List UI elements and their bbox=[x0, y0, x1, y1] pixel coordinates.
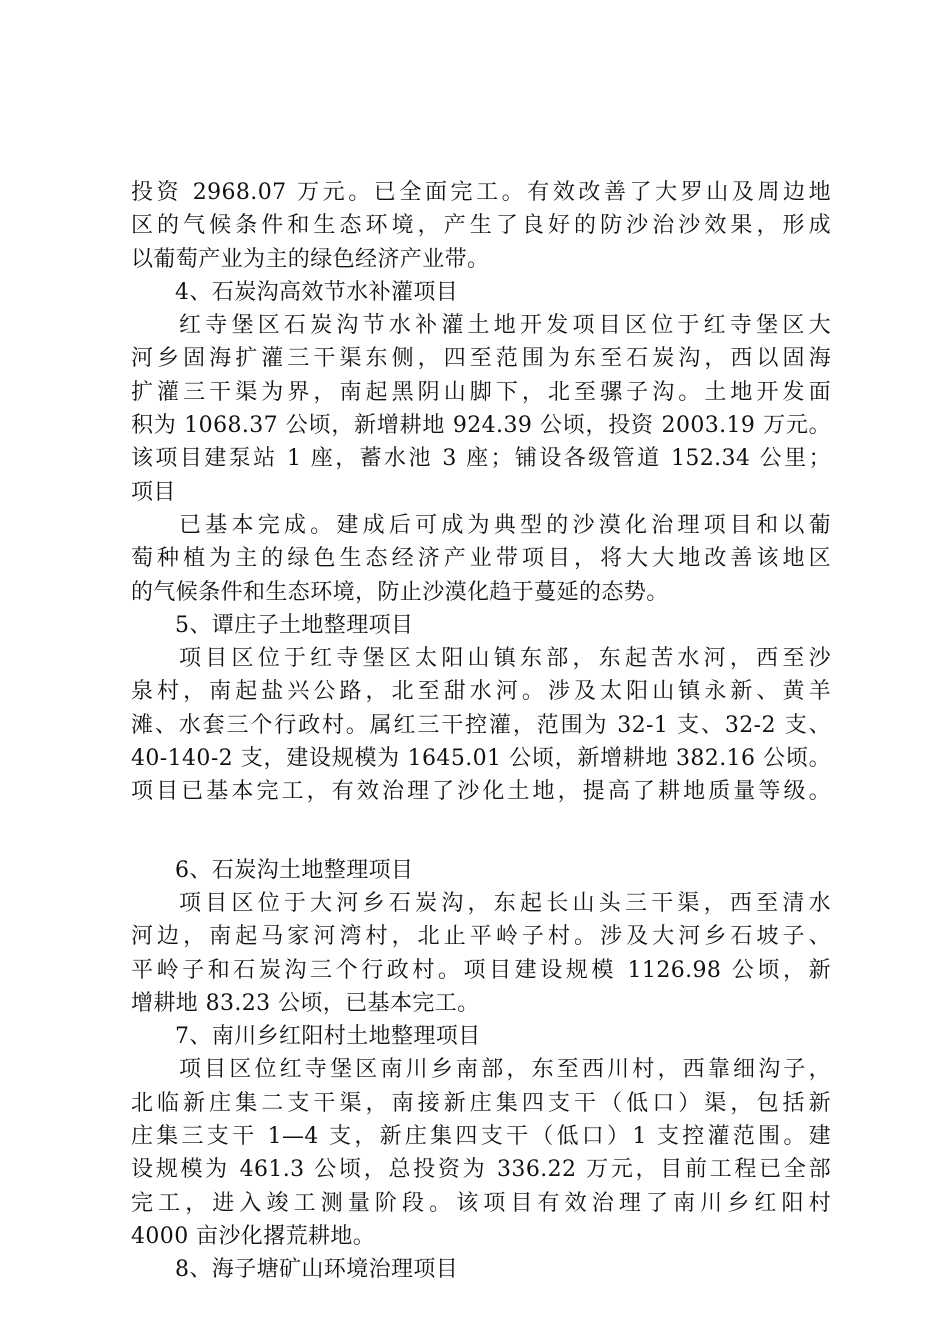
text-line: 泉村，南起盐兴公路，北至甜水河。涉及太阳山镇永新、黄羊 bbox=[131, 679, 831, 705]
text-line: 庄集三支干 1—4 支，新庄集四支干（低口）1 支控灌范围。建 bbox=[131, 1124, 831, 1150]
section-heading-6: 6、石炭沟土地整理项目 bbox=[175, 857, 414, 883]
text-line: 扩灌三干渠为界，南起黑阴山脚下，北至骡子沟。土地开发面 bbox=[131, 379, 831, 405]
text-line: 40-140-2 支，建设规模为 1645.01 公顷，新增耕地 382.16 公顷。 bbox=[131, 746, 831, 772]
text-line: 项目已基本完工，有效治理了沙化土地，提高了耕地质量等级。 bbox=[131, 779, 831, 805]
text-line: 河边，南起马家河湾村，北止平岭子村。涉及大河乡石坡子、 bbox=[131, 924, 831, 950]
text-line: 已基本完成。建成后可成为典型的沙漠化治理项目和以葡 bbox=[179, 512, 831, 538]
text-line: 萄种植为主的绿色生态经济产业带项目，将大大地改善该地区 bbox=[131, 546, 831, 572]
text-line: 投资 2968.07 万元。已全面完工。有效改善了大罗山及周边地 bbox=[131, 180, 831, 205]
text-line: 项目区位于红寺堡区太阳山镇东部，东起苦水河，西至沙 bbox=[179, 646, 831, 672]
document-page bbox=[131, 176, 831, 1287]
text-line: 河乡固海扩灌三干渠东侧，四至范围为东至石炭沟，西以固海 bbox=[131, 346, 831, 372]
paragraph-gap bbox=[131, 809, 831, 854]
text-line: 的气候条件和生态环境，防止沙漠化趋于蔓延的态势。 bbox=[131, 579, 669, 605]
section-heading-8: 8、海子塘矿山环境治理项目 bbox=[175, 1257, 459, 1283]
text-line: 项目区位于大河乡石炭沟，东起长山头三干渠，西至清水 bbox=[179, 890, 831, 916]
text-line: 以葡萄产业为主的绿色经济产业带。 bbox=[131, 246, 490, 272]
text-line: 完工，进入竣工测量阶段。该项目有效治理了南川乡红阳村 bbox=[131, 1190, 831, 1216]
text-line: 4000 亩沙化撂荒耕地。 bbox=[131, 1223, 376, 1249]
text-line: 增耕地 83.23 公顷，已基本完工。 bbox=[131, 990, 480, 1016]
text-line: 项目 bbox=[131, 479, 176, 505]
text-line: 区的气候条件和生态环境，产生了良好的防沙治沙效果，形成 bbox=[131, 213, 831, 239]
text-line: 设规模为 461.3 公顷，总投资为 336.22 万元，目前工程已全部 bbox=[131, 1157, 831, 1183]
text-line: 滩、水套三个行政村。属红三干控灌，范围为 32-1 支、32-2 支、 bbox=[131, 712, 831, 738]
text-line: 积为 1068.37 公顷，新增耕地 924.39 公顷，投资 2003.19 万元。 bbox=[131, 413, 831, 439]
text-line: 红寺堡区石炭沟节水补灌土地开发项目区位于红寺堡区大 bbox=[179, 313, 831, 339]
section-heading-7: 7、南川乡红阳村土地整理项目 bbox=[175, 1024, 481, 1050]
section-heading-4: 4、石炭沟高效节水补灌项目 bbox=[175, 279, 459, 305]
text-line: 平岭子和石炭沟三个行政村。项目建设规模 1126.98 公顷，新 bbox=[131, 957, 831, 983]
text-line: 北临新庄集二支干渠，南接新庄集四支干（低口）渠，包括新 bbox=[131, 1090, 831, 1116]
text-line: 项目区位红寺堡区南川乡南部，东至西川村，西靠细沟子， bbox=[179, 1057, 831, 1083]
text-line: 该项目建泵站 1 座，蓄水池 3 座；铺设各级管道 152.34 公里； bbox=[131, 446, 831, 472]
section-heading-5: 5、谭庄子土地整理项目 bbox=[175, 612, 414, 638]
